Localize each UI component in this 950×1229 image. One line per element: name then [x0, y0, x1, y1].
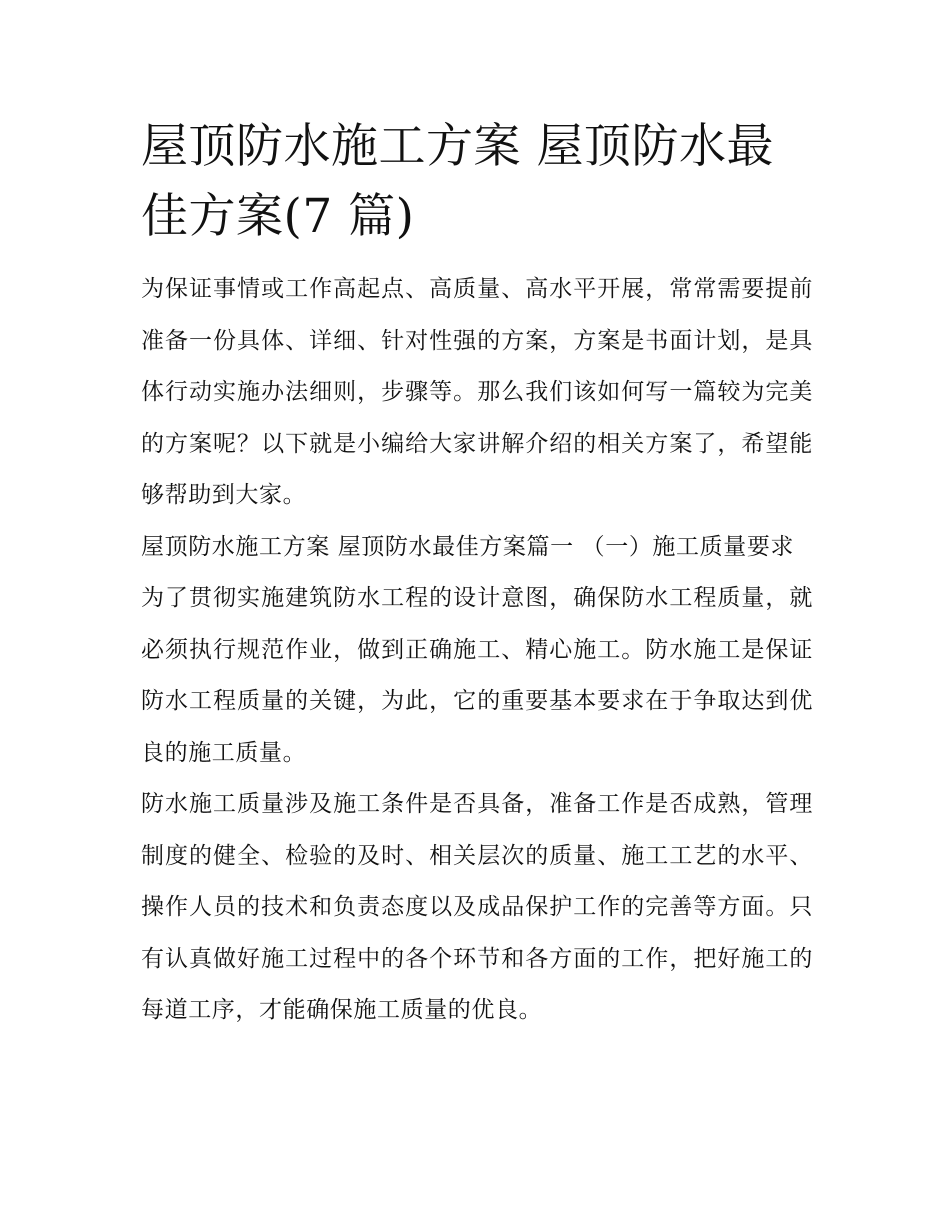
document-body [141, 112, 813, 1037]
body-paragraph: 为了贯彻实施建筑防水工程的设计意图，确保防水工程质量，就必须执行规范作业，做到正确施工、精心施工。防水施工是保证防水工程质量的关键，为此，它的重要基本要求在于争取达到优良的施工质量。 [141, 585, 813, 766]
body-paragraph: 防水施工质量涉及施工条件是否具备，准备工作是否成熟，管理制度的健全、检验的及时、相关层次的质量、施工工艺的水平、操作人员的技术和负责态度以及成品保护工作的完善等方面。只有认真做好施工过程中的各个环节和各方面的工作，把好施工的每道工序，才能确保施工质量的优良。 [141, 791, 813, 1023]
document-title: 屋顶防水施工方案 屋顶防水最佳方案(7 篇) [141, 119, 774, 244]
intro-paragraph: 为保证事情或工作高起点、高质量、高水平开展，常常需要提前准备一份具体、详细、针对性强的方案，方案是书面计划，是具体行动实施办法细则，步骤等。那么我们该如何写一篇较为完美的方案呢？以下就是小编给大家讲解介绍的相关方案了，希望能够帮助到大家。 [141, 276, 813, 508]
section-heading: 屋顶防水施工方案 屋顶防水最佳方案篇一 （一）施工质量要求 [141, 533, 795, 560]
